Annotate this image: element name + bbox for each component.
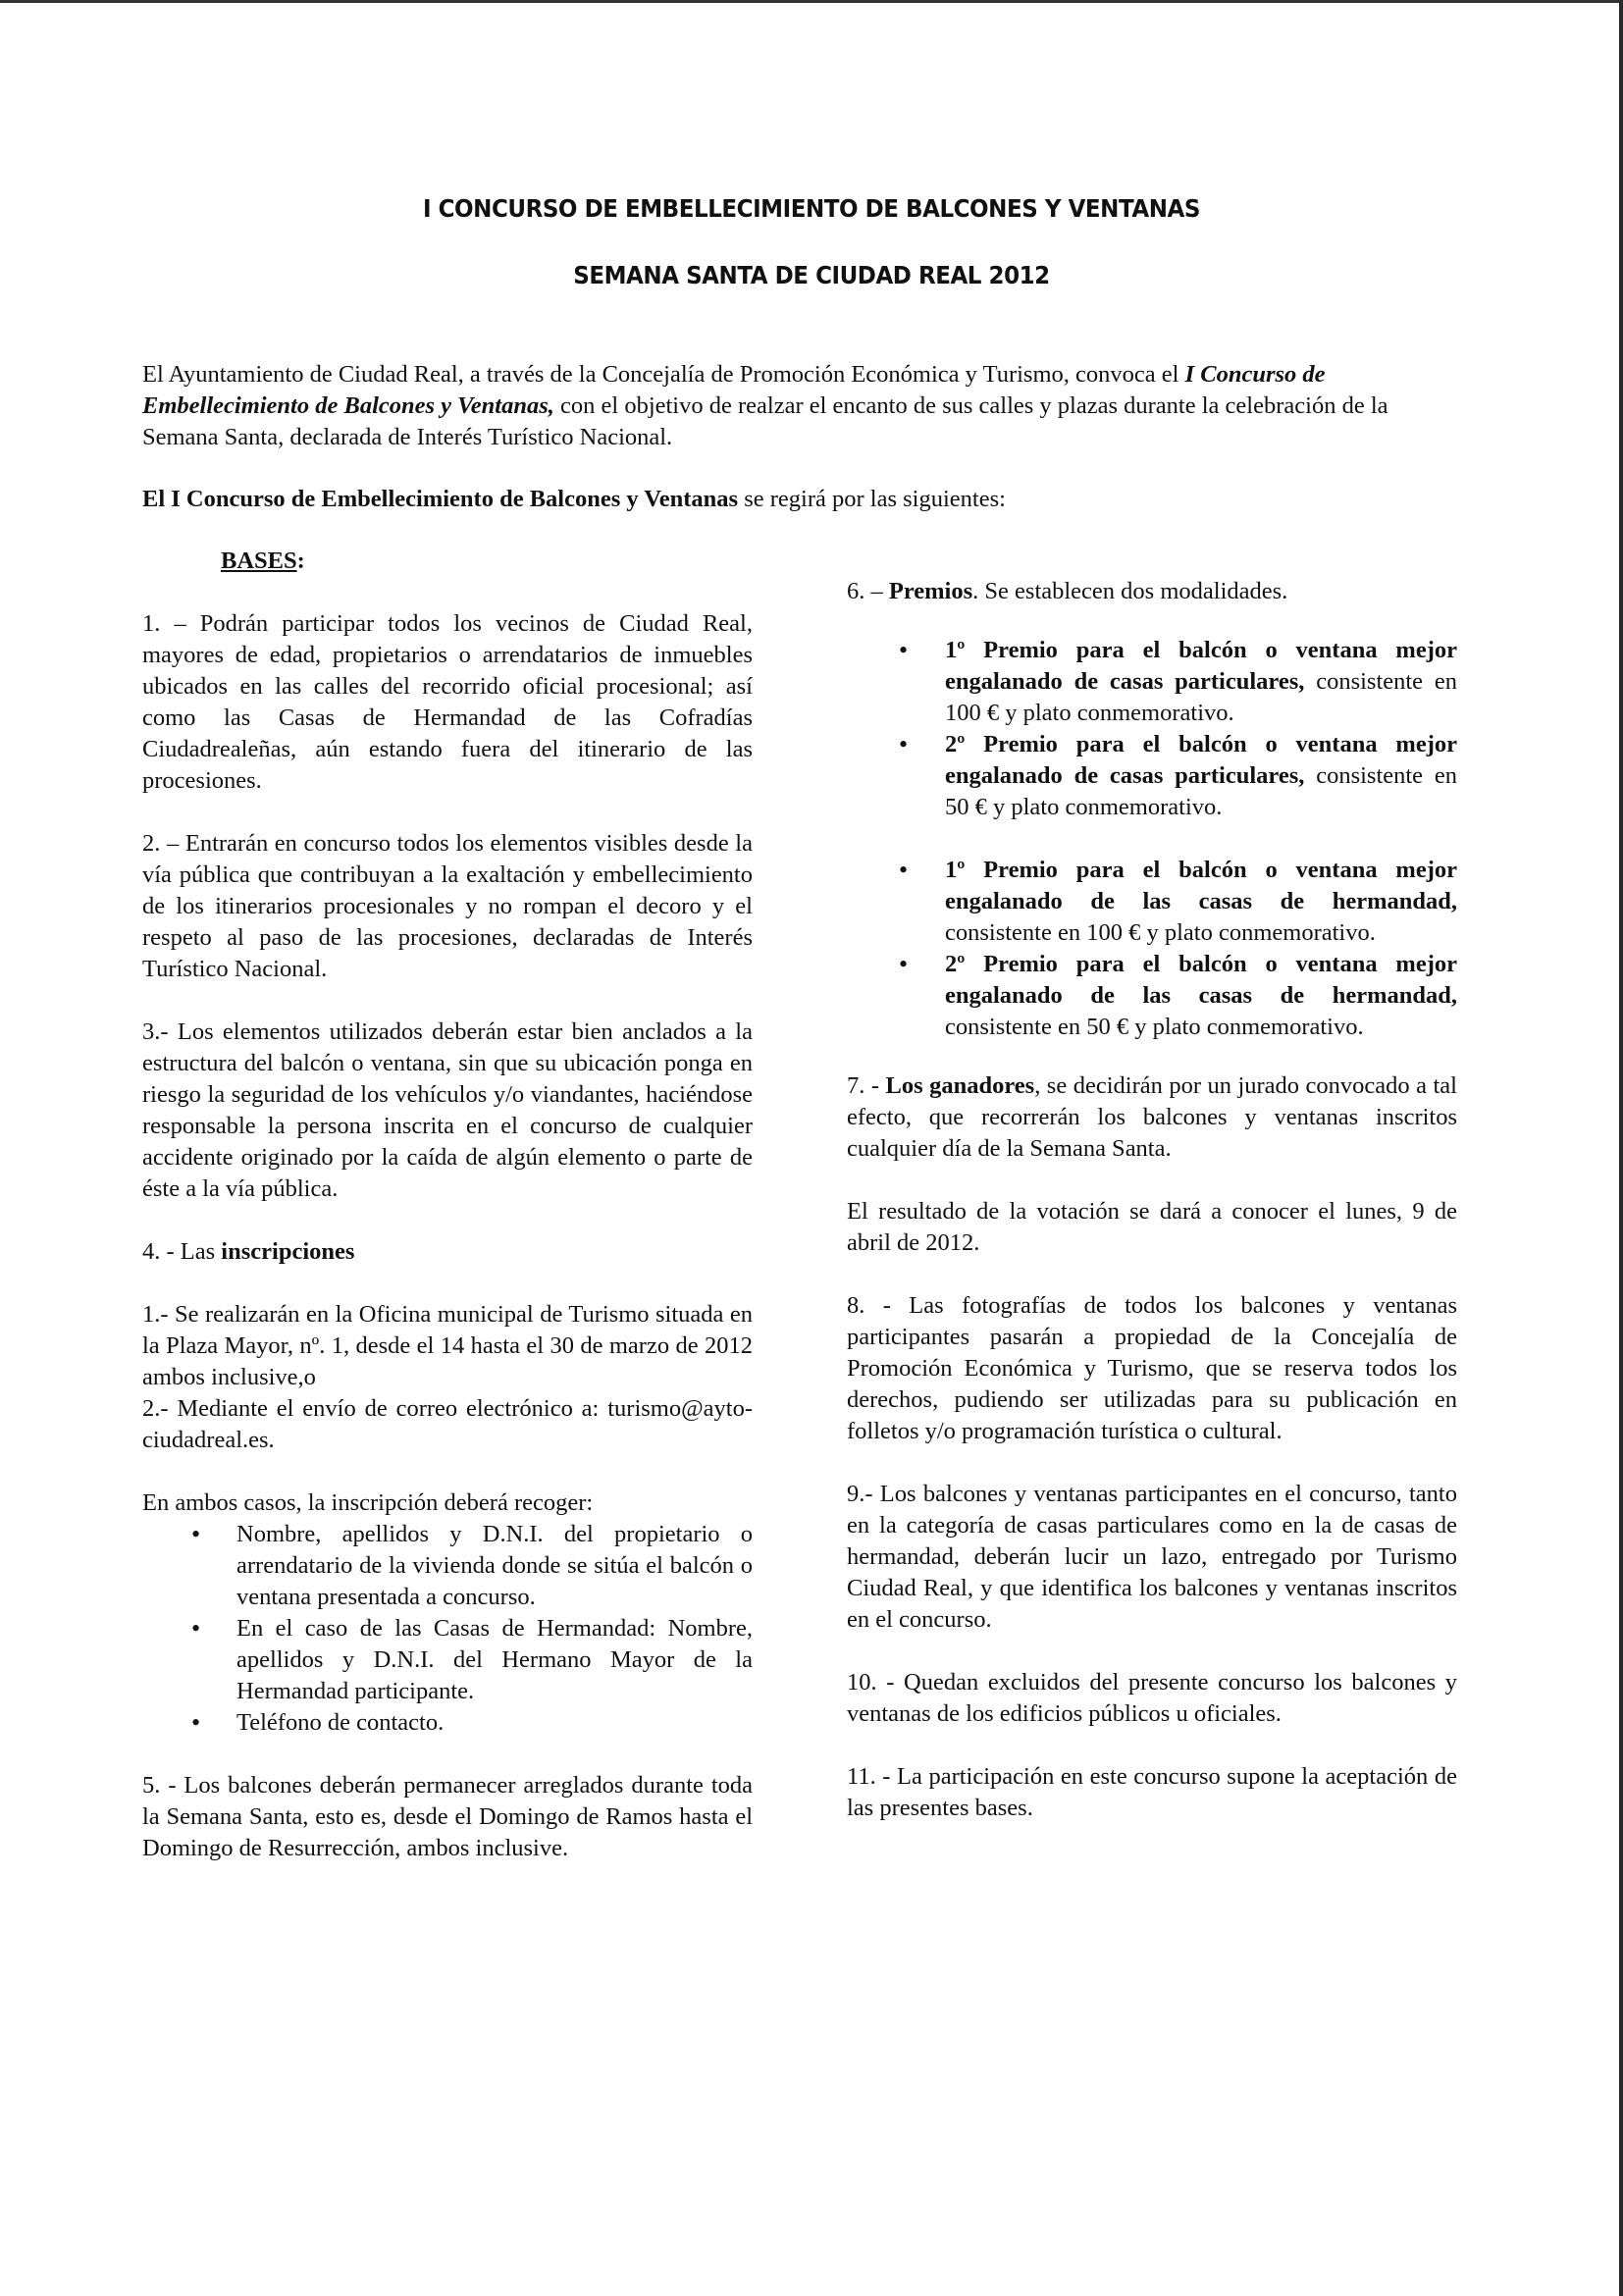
- inscription-option-2: 2.- Mediante el envío de correo electrónico a: turismo@ayto-ciudadreal.es.: [142, 1395, 753, 1453]
- document-subtitle: SEMANA SANTA DE CIUDAD REAL 2012: [573, 261, 1050, 289]
- prize-item: [847, 729, 1457, 823]
- requirements-intro: En ambos casos, la inscripción deberá recoger:: [142, 1489, 594, 1516]
- prize-detail: consistente en 100 € y plato conmemorativo.: [945, 919, 1376, 946]
- prize-title: 2º Premio para el balcón o ventana mejor engalanado de casas particulares,: [945, 731, 1457, 789]
- item7-rest: , se decidirán por un jurado convocado a tal efecto, que recorrerán los balcones y ventanas inscritos cualquier día de la Semana Santa.: [847, 1072, 1457, 1162]
- prize-title: 2º Premio para el balcón o ventana mejor engalanado de las casas de hermandad,: [945, 951, 1457, 1009]
- intro-contest-name: I Concurso de Embellecimiento de Balcones y Ventanas,: [142, 361, 1326, 419]
- prize-item: [847, 855, 1457, 949]
- base-item-11: 11. - La participación en este concurso supone la aceptación de las presentes bases.: [847, 1763, 1457, 1821]
- prizes-private-houses: [847, 635, 1457, 823]
- base-item-10: 10. - Quedan excluidos del presente concurso los balcones y ventanas de los edificios públicos u oficiales.: [847, 1669, 1457, 1727]
- bases-heading: BASES: [221, 548, 297, 574]
- right-column: [847, 576, 1457, 1855]
- base-item-6: [847, 576, 1457, 607]
- bases-colon: :: [296, 548, 305, 574]
- base-item-2: 2. – Entrarán en concurso todos los elementos visibles desde la vía pública que contribuyan a la exaltación y embellecimiento de los itinerarios procesionales y no rompan el decoro y el respeto al paso de las procesiones, declaradas de Interés Turístico Nacional.: [142, 830, 753, 982]
- inscription-option-1: 1.- Se realizarán en la Oficina municipal de Turismo situada en la Plaza Mayor, nº. 1, desde el 14 hasta el 30 de marzo de 2012 ambos inclusive,o: [142, 1301, 753, 1390]
- governed-by-bold: El I Concurso de Embellecimiento de Balcones y Ventanas: [142, 486, 739, 512]
- left-column: [142, 546, 753, 1896]
- base-item-3: 3.- Los elementos utilizados deberán estar bien anclados a la estructura del balcón o ventana, sin que su ubicación ponga en riesgo la seguridad de los vehículos y/o viandantes, haciéndose responsable la persona inscrita en el concurso de cualquier accidente originado por la caída de algún elemento o parte de éste a la vía pública.: [142, 1018, 753, 1202]
- requirement-item: • Teléfono de contacto.: [142, 1707, 753, 1739]
- intro-text-1: El Ayuntamiento de Ciudad Real, a través de la Concejalía de Promoción Económica y Turismo, convoca el: [142, 361, 1185, 388]
- base-item-1: 1. – Podrán participar todos los vecinos de Ciudad Real, mayores de edad, propietarios o arrendatarios de inmuebles ubicados en las calles del recorrido oficial procesional; así como las Casas de Hermandad de las Cofradías Ciudadrealeñas, aún estando fuera del itinerario de las procesiones.: [142, 610, 753, 794]
- item6-bold: Premios: [888, 578, 973, 604]
- prizes-brotherhood-houses: [847, 855, 1457, 1043]
- prize-title: 1º Premio para el balcón o ventana mejor engalanado de las casas de hermandad,: [945, 857, 1457, 914]
- prize-detail: consistente en 100 € y plato conmemorativo.: [945, 668, 1457, 726]
- item7-bold: Los ganadores: [885, 1072, 1035, 1099]
- governed-by-line: [142, 484, 1006, 515]
- item4-bold: inscripciones: [221, 1238, 355, 1265]
- requirements-list: [142, 1519, 753, 1739]
- base-item-8: 8. - Las fotografías de todos los balcones y ventanas participantes pasarán a propiedad de la Concejalía de Promoción Económica y Turismo, que se reserva todos los derechos, pudiendo ser utilizadas para su publicación en folletos y/o programación turística o cultural.: [847, 1292, 1457, 1444]
- requirement-item: • En el caso de las Casas de Hermandad: Nombre, apellidos y D.N.I. del Hermano Mayor de la Hermandad participante.: [142, 1613, 753, 1707]
- governed-by-rest: se regirá por las siguientes:: [738, 486, 1006, 512]
- requirement-item: • Nombre, apellidos y D.N.I. del propietario o arrendatario de la vivienda donde se sitúa el balcón o ventana presentada a concurso.: [142, 1519, 753, 1613]
- prize-item: [847, 635, 1457, 729]
- item6-rest: . Se establecen dos modalidades.: [972, 578, 1288, 604]
- prize-title: 1º Premio para el balcón o ventana mejor engalanado de casas particulares,: [945, 637, 1457, 695]
- result-announcement: El resultado de la votación se dará a conocer el lunes, 9 de abril de 2012.: [847, 1198, 1457, 1256]
- item6-prefix: 6. –: [847, 578, 889, 604]
- intro-paragraph: [142, 359, 1457, 453]
- base-item-7: [847, 1070, 1457, 1165]
- prize-item: [847, 949, 1457, 1043]
- item7-prefix: 7. -: [847, 1072, 886, 1099]
- base-item-5: 5. - Los balcones deberán permanecer arreglados durante toda la Semana Santa, esto es, desde el Domingo de Ramos hasta el Domingo de Resurrección, ambos inclusive.: [142, 1772, 753, 1861]
- item4-prefix: 4. - Las: [142, 1238, 222, 1265]
- document-title: I CONCURSO DE EMBELLECIMIENTO DE BALCONES Y VENTANAS: [422, 194, 1200, 223]
- scan-edge-right: [1619, 0, 1623, 2296]
- intro-text-2: con el objetivo de realzar el encanto de sus calles y plazas durante la celebración de la Semana Santa, declarada de Interés Turístico Nacional.: [142, 392, 1388, 450]
- prize-detail: consistente en 50 € y plato conmemorativo.: [945, 762, 1457, 820]
- scan-edge-top: [0, 0, 1623, 3]
- base-item-9: 9.- Los balcones y ventanas participantes en el concurso, tanto en la categoría de casas particulares como en la de casas de hermandad, deberán lucir un lazo, entregado por Turismo Ciudad Real, y que identifica los balcones y ventanas inscritos en el concurso.: [847, 1481, 1457, 1633]
- prize-detail: consistente en 50 € y plato conmemorativo.: [945, 1014, 1364, 1040]
- base-item-4-heading: [142, 1236, 753, 1268]
